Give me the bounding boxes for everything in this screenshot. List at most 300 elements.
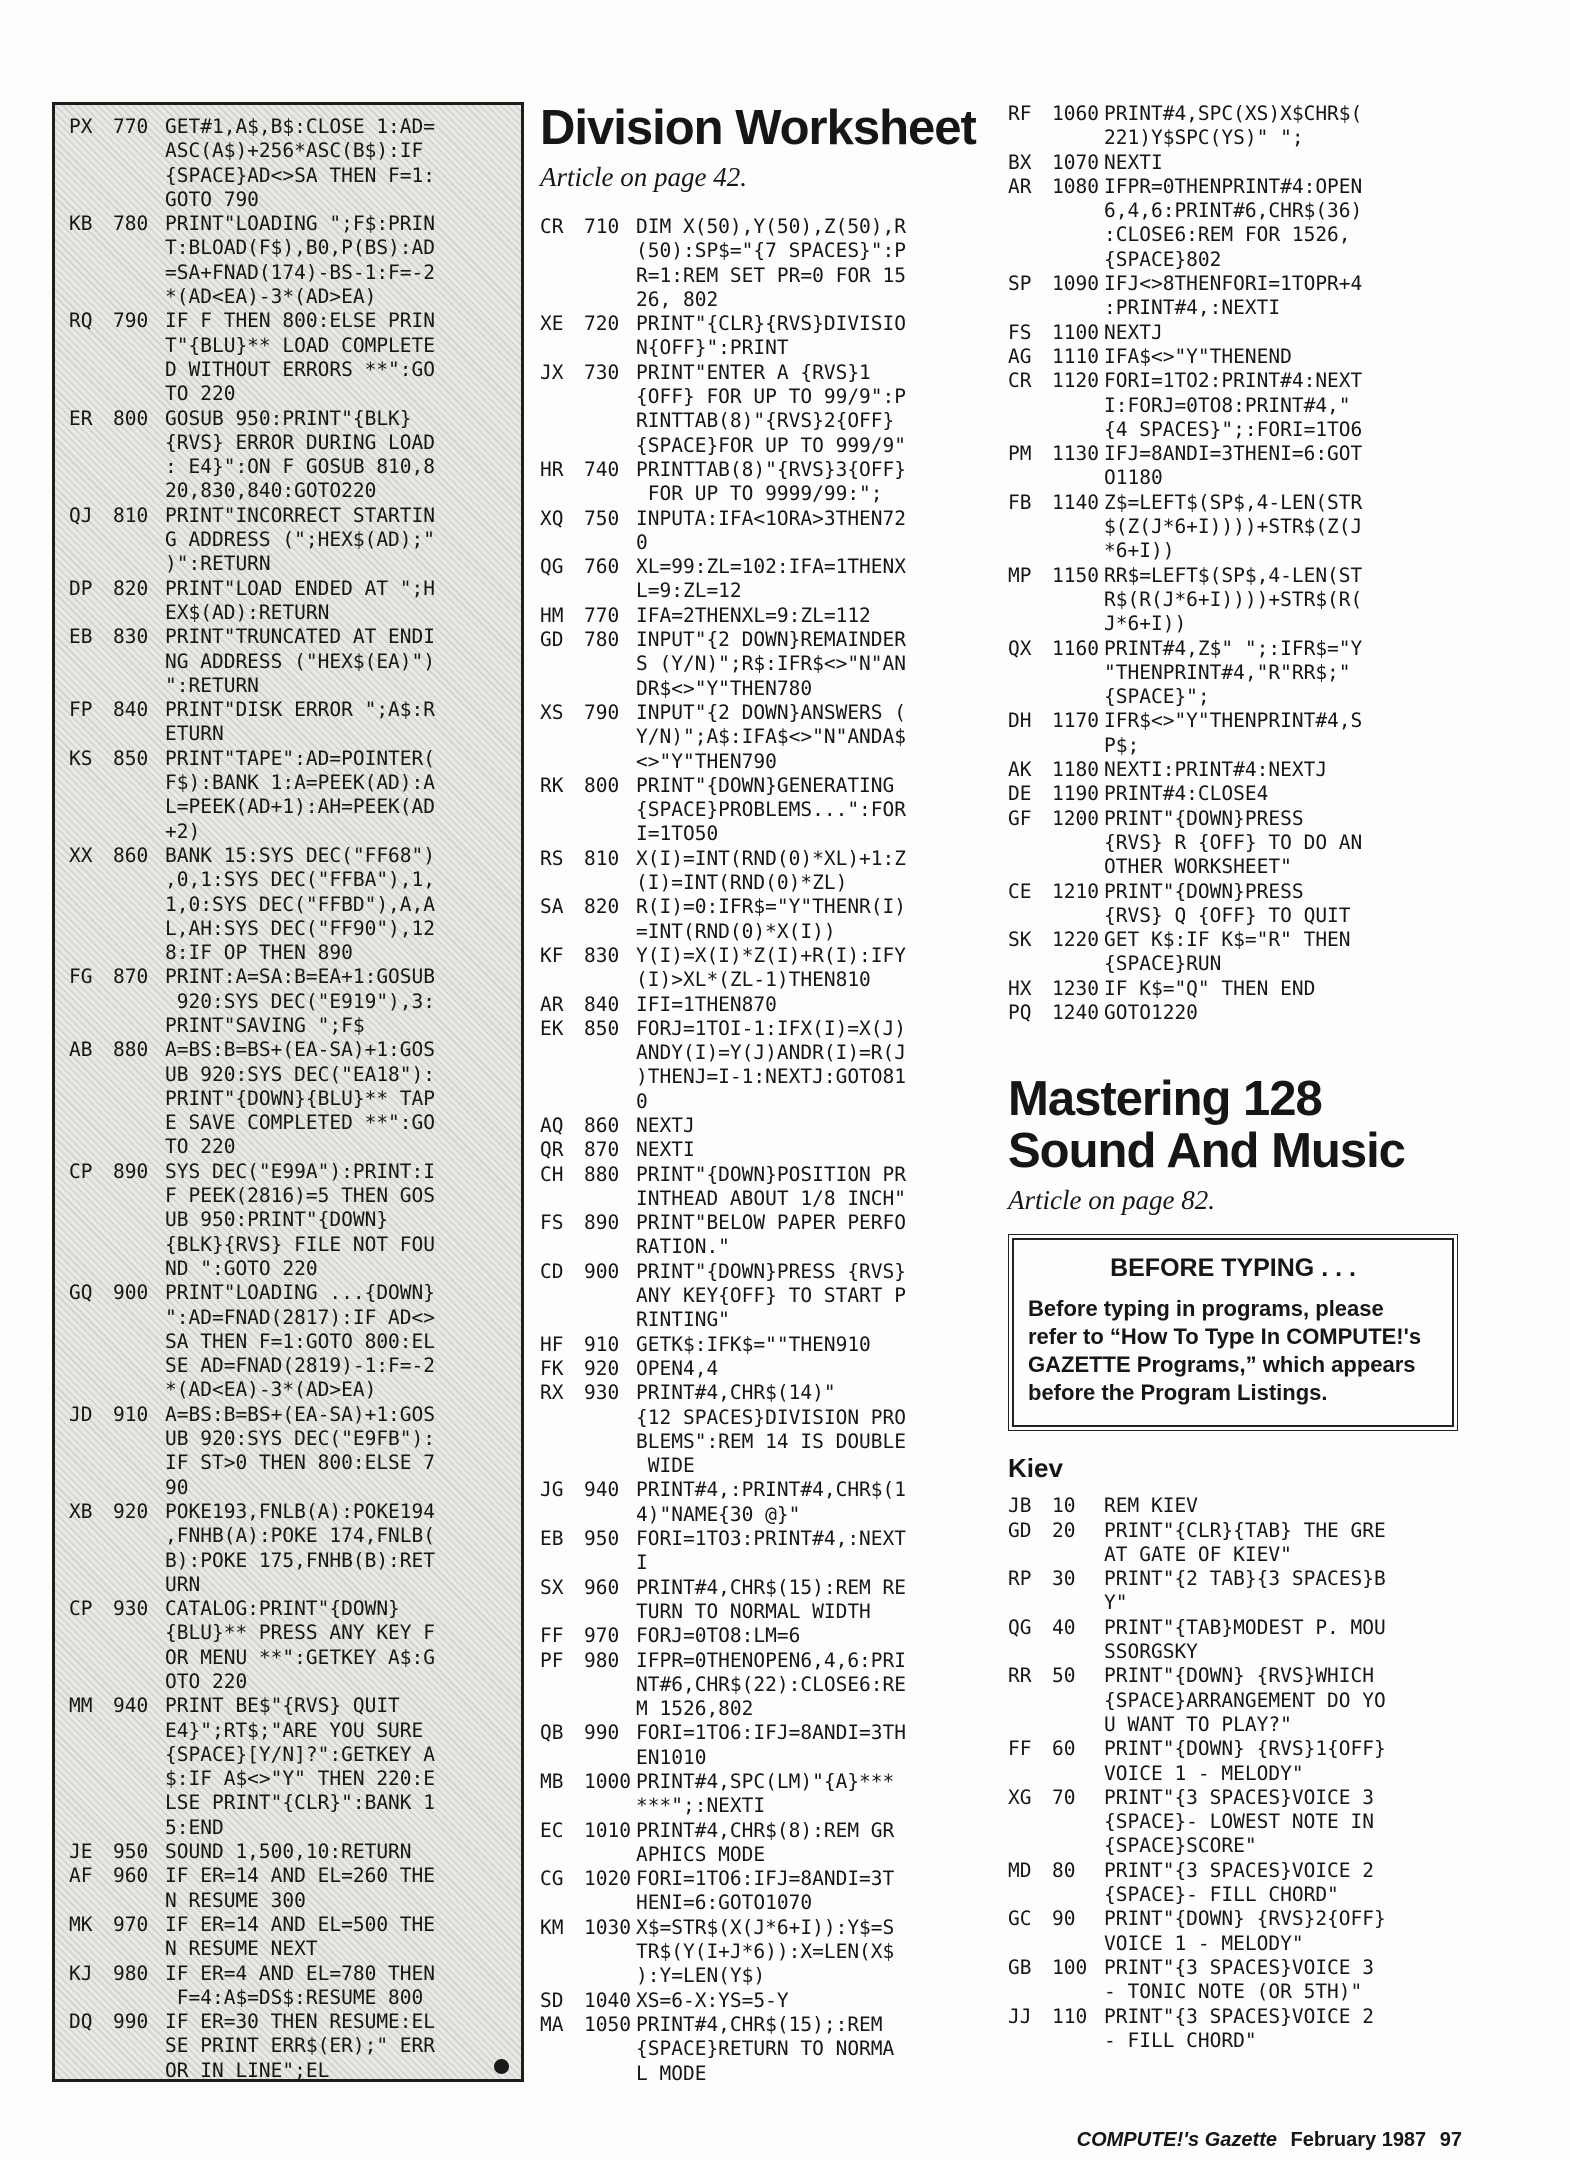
checksum: CE bbox=[1008, 879, 1032, 903]
checksum: XG bbox=[1008, 1785, 1032, 1809]
listing-line-continuation bbox=[540, 871, 980, 895]
column-middle bbox=[540, 102, 980, 2086]
listing-line bbox=[540, 1381, 980, 1405]
listing-line-continuation bbox=[1008, 1640, 1458, 1664]
listing-line bbox=[69, 625, 509, 649]
box-text: Before typing in programs, please refer to “How To Type In COMPUTE!'s GAZETTE Programs,” which appears before the Program Listings. bbox=[1028, 1296, 1422, 1406]
listing-line bbox=[1008, 564, 1458, 588]
code-text: ):Y=LEN(Y$) bbox=[636, 1964, 766, 1988]
listing-line-continuation bbox=[1008, 1713, 1458, 1737]
line-number: 800 bbox=[113, 406, 149, 430]
checksum: RP bbox=[1008, 1567, 1032, 1591]
line-number: 80 bbox=[1052, 1858, 1076, 1882]
checksum: JB bbox=[1008, 1494, 1032, 1518]
line-number: 770 bbox=[584, 603, 620, 627]
checksum: XE bbox=[540, 312, 564, 336]
listing-line-continuation bbox=[540, 1235, 980, 1259]
listing-line-continuation bbox=[69, 868, 509, 892]
line-number: 1180 bbox=[1052, 758, 1099, 782]
line-number: 950 bbox=[584, 1527, 620, 1551]
checksum: SX bbox=[540, 1575, 564, 1599]
code-text: 0 bbox=[636, 1089, 648, 1113]
checksum: AG bbox=[1008, 344, 1032, 368]
listing-line-continuation bbox=[69, 1111, 509, 1135]
code-text: IFJ<>8THENFORI=1TOPR+4 bbox=[1104, 272, 1363, 296]
line-number: 870 bbox=[584, 1138, 620, 1162]
listing-line-continuation bbox=[69, 1451, 509, 1475]
line-number: 850 bbox=[113, 746, 149, 770]
listing-line-continuation bbox=[540, 1065, 980, 1089]
listing-line bbox=[69, 2010, 509, 2034]
listing-line-continuation bbox=[1008, 394, 1458, 418]
code-text: OTO 220 bbox=[165, 1670, 248, 1693]
line-number: 1060 bbox=[1052, 102, 1099, 125]
code-text: PRINT#4:CLOSE4 bbox=[1104, 782, 1269, 806]
checksum: FS bbox=[1008, 320, 1032, 344]
checksum: GF bbox=[1008, 806, 1032, 830]
listing-line-continuation bbox=[1008, 539, 1458, 563]
code-text: T"{BLU}** LOAD COMPLETE bbox=[165, 333, 436, 357]
line-number: 1010 bbox=[584, 1818, 631, 1842]
line-number: 940 bbox=[584, 1478, 620, 1502]
code-text: D WITHOUT ERRORS **":GO bbox=[165, 357, 436, 381]
code-text: IF ER=30 THEN RESUME:EL bbox=[165, 2010, 436, 2034]
code-text: IF ER=14 AND EL=500 THE bbox=[165, 1912, 436, 1936]
code-text: $(Z(J*6+I))))+STR$(Z(J bbox=[1104, 515, 1363, 539]
code-text: {SPACE}FOR UP TO 999/9" bbox=[636, 433, 907, 457]
listing-line bbox=[1008, 1786, 1458, 1810]
code-text: ,FNHB(A):POKE 174,FNLB( bbox=[165, 1524, 436, 1548]
code-text: {RVS} Q {OFF} TO QUIT bbox=[1104, 903, 1351, 927]
listing-line-continuation bbox=[540, 968, 980, 992]
code-text: PRINT"{DOWN}PRESS bbox=[1104, 806, 1304, 830]
code-text: PRINT#4,CHR$(15);:REM bbox=[636, 2012, 883, 2036]
code-text: RR$=LEFT$(SP$,4-LEN(ST bbox=[1104, 563, 1363, 587]
code-text: PRINT#4,Z$" ";:IFR$="Y bbox=[1104, 636, 1363, 660]
before-typing-box bbox=[1012, 1238, 1454, 1427]
listing-line-continuation bbox=[69, 820, 509, 844]
code-text: IF ER=4 AND EL=780 THEN bbox=[165, 1961, 436, 1985]
line-number: 60 bbox=[1052, 1737, 1076, 1761]
code-text: SE AD=FNAD(2819)-1:F=-2 bbox=[165, 1354, 436, 1378]
checksum: AK bbox=[1008, 758, 1032, 782]
code-text: PRINT"{CLR}{RVS}DIVISIO bbox=[636, 312, 907, 336]
line-number: 810 bbox=[113, 503, 149, 527]
line-number: 750 bbox=[584, 506, 620, 530]
end-of-article-icon bbox=[494, 2059, 509, 2074]
checksum: QR bbox=[540, 1138, 564, 1162]
code-text: 20,830,840:GOTO220 bbox=[165, 479, 377, 503]
listing-line-continuation bbox=[69, 1889, 509, 1913]
checksum: BX bbox=[1008, 150, 1032, 174]
code-text: Z$=LEFT$(SP$,4-LEN(STR bbox=[1104, 490, 1363, 514]
listing-line-continuation bbox=[540, 1600, 980, 1624]
listing-line-continuation bbox=[1008, 1834, 1458, 1858]
listing-line bbox=[540, 628, 980, 652]
listing-line-continuation bbox=[540, 798, 980, 822]
code-text: {SPACE}[Y/N]?":GETKEY A bbox=[165, 1742, 436, 1766]
listing-line bbox=[1008, 1664, 1458, 1688]
listing-line bbox=[69, 747, 509, 771]
listing-line bbox=[69, 1840, 509, 1864]
listing-line-continuation bbox=[69, 795, 509, 819]
listing-line bbox=[540, 1138, 980, 1162]
code-text: VOICE 1 - MELODY" bbox=[1104, 1931, 1304, 1955]
checksum: XX bbox=[69, 843, 93, 867]
listing-line bbox=[1008, 928, 1458, 952]
code-text: URN bbox=[165, 1572, 201, 1596]
checksum: HF bbox=[540, 1332, 564, 1356]
program-listing bbox=[69, 115, 509, 2083]
listing-line-continuation bbox=[69, 1549, 509, 1573]
code-text: CATALOG:PRINT"{DOWN} bbox=[165, 1597, 400, 1621]
code-text: L=9:ZL=12 bbox=[636, 579, 742, 603]
listing-line-continuation bbox=[69, 261, 509, 285]
code-text: PRINT"{DOWN} {RVS}2{OFF} bbox=[1104, 1907, 1386, 1931]
line-number: 90 bbox=[1052, 1907, 1076, 1931]
checksum: GC bbox=[1008, 1907, 1032, 1931]
line-number: 1030 bbox=[584, 1915, 631, 1939]
listing-line-continuation bbox=[540, 579, 980, 603]
listing-line-continuation bbox=[69, 139, 509, 163]
listing-line bbox=[540, 774, 980, 798]
code-text: {OFF} FOR UP TO 99/9":P bbox=[636, 385, 907, 409]
checksum: JG bbox=[540, 1478, 564, 1502]
code-text: )THENJ=I-1:NEXTJ:GOTO81 bbox=[636, 1065, 907, 1089]
line-number: 10 bbox=[1052, 1494, 1076, 1518]
checksum: SD bbox=[540, 1988, 564, 2012]
listing-line bbox=[540, 1649, 980, 1673]
listing-line-continuation bbox=[540, 1746, 980, 1770]
code-text: PRINT"LOADING ";F$:PRIN bbox=[165, 212, 436, 236]
code-text: SYS DEC("E99A"):PRINT:I bbox=[165, 1159, 436, 1183]
line-number: 910 bbox=[113, 1402, 149, 1426]
code-text: IFPR=0THENPRINT#4:OPEN bbox=[1104, 174, 1363, 198]
code-text: +2) bbox=[165, 819, 201, 843]
listing-line bbox=[69, 965, 509, 989]
checksum: KM bbox=[540, 1915, 564, 1939]
listing-line-continuation bbox=[540, 1697, 980, 1721]
code-text: {SPACE}- LOWEST NOTE IN bbox=[1104, 1810, 1375, 1834]
listing-line bbox=[69, 1281, 509, 1305]
line-number: 940 bbox=[113, 1694, 149, 1718]
code-text: VOICE 1 - MELODY" bbox=[1104, 1761, 1304, 1785]
checksum: DH bbox=[1008, 709, 1032, 733]
code-text: - FILL CHORD" bbox=[1104, 2028, 1257, 2052]
line-number: 20 bbox=[1052, 1518, 1076, 1542]
listing-line bbox=[69, 1038, 509, 1062]
code-text: PRINT"TAPE":AD=POINTER( bbox=[165, 746, 436, 770]
listing-line-continuation bbox=[69, 893, 509, 917]
listing-line bbox=[540, 1114, 980, 1138]
listing-line bbox=[1008, 1519, 1458, 1543]
listing-line-continuation bbox=[1008, 1883, 1458, 1907]
listing-line-continuation bbox=[1008, 685, 1458, 709]
listing-line bbox=[69, 115, 509, 139]
listing-line-continuation bbox=[1008, 1932, 1458, 1956]
listing-line-continuation bbox=[69, 552, 509, 576]
line-number: 980 bbox=[113, 1961, 149, 1985]
line-number: 100 bbox=[1052, 1955, 1088, 1979]
listing-line-continuation bbox=[540, 1406, 980, 1430]
line-number: 930 bbox=[113, 1597, 149, 1621]
line-number: 920 bbox=[584, 1356, 620, 1380]
listing-line-continuation bbox=[540, 336, 980, 360]
listing-line-continuation bbox=[1008, 661, 1458, 685]
program-listing bbox=[540, 215, 980, 2086]
listing-line-continuation bbox=[1008, 588, 1458, 612]
line-number: 1190 bbox=[1052, 782, 1099, 806]
code-text: ":RETURN bbox=[165, 673, 259, 697]
code-text: IFI=1THEN870 bbox=[636, 992, 777, 1016]
code-text: {4 SPACES}";:FORI=1TO6 bbox=[1104, 417, 1363, 441]
listing-line-continuation bbox=[540, 1503, 980, 1527]
line-number: 760 bbox=[584, 555, 620, 579]
line-number: 1000 bbox=[584, 1770, 631, 1793]
code-text: PRINT"{3 SPACES}VOICE 2 bbox=[1104, 2004, 1375, 2028]
code-text: PRINT"{DOWN}PRESS {RVS} bbox=[636, 1259, 907, 1283]
article-heading bbox=[1008, 1073, 1458, 1177]
code-text: DR$<>"Y"THEN780 bbox=[636, 676, 813, 700]
code-text: I bbox=[636, 1551, 648, 1575]
code-text: PRINTTAB(8)"{RVS}3{OFF} bbox=[636, 457, 907, 481]
code-text: ETURN bbox=[165, 722, 224, 746]
checksum: QX bbox=[1008, 636, 1032, 660]
checksum: JD bbox=[69, 1402, 93, 1426]
line-number: 900 bbox=[113, 1281, 149, 1305]
listing-line-continuation bbox=[540, 1041, 980, 1065]
code-text: ANY KEY{OFF} TO START P bbox=[636, 1284, 907, 1308]
code-text: 90 bbox=[165, 1475, 189, 1499]
listing-line bbox=[69, 1864, 509, 1888]
code-text: G ADDRESS (";HEX$(AD);" bbox=[165, 528, 436, 552]
code-text: INPUTA:IFA<1ORA>3THEN72 bbox=[636, 506, 907, 530]
listing-line bbox=[540, 1867, 980, 1891]
listing-line-continuation bbox=[69, 1208, 509, 1232]
code-text: {RVS} R {OFF} TO DO AN bbox=[1104, 830, 1363, 854]
code-text: T:BLOAD(F$),B0,P(BS):AD bbox=[165, 236, 436, 260]
listing-line bbox=[540, 944, 980, 968]
code-text: UB 950:PRINT"{DOWN} bbox=[165, 1208, 389, 1232]
code-text: {SPACE}ARRANGEMENT DO YO bbox=[1104, 1688, 1386, 1712]
line-number: 720 bbox=[584, 312, 620, 336]
heading-line-2: Sound And Music bbox=[1008, 1124, 1405, 1179]
listing-line bbox=[1008, 2005, 1458, 2029]
code-text: PRINT:A=SA:B=EA+1:GOSUB bbox=[165, 965, 436, 989]
checksum: HX bbox=[1008, 976, 1032, 1000]
checksum: GB bbox=[1008, 1955, 1032, 1979]
checksum: CH bbox=[540, 1162, 564, 1186]
code-text: 920:SYS DEC("E919"),3: bbox=[165, 989, 436, 1013]
checksum: PQ bbox=[1008, 1000, 1032, 1024]
checksum: XB bbox=[69, 1499, 93, 1523]
code-text: INPUT"{2 DOWN}REMAINDER bbox=[636, 628, 907, 652]
code-text: F PEEK(2816)=5 THEN GOS bbox=[165, 1184, 436, 1208]
line-number: 830 bbox=[113, 625, 149, 649]
publication-name: COMPUTE!'s Gazette bbox=[1076, 2129, 1277, 2151]
code-text: (50):SP$="{7 SPACES}":P bbox=[636, 239, 907, 263]
code-text: PRINT"TRUNCATED AT ENDI bbox=[165, 625, 436, 649]
listing-line-continuation bbox=[69, 1257, 509, 1281]
listing-line bbox=[1008, 1956, 1458, 1980]
code-text: NT#6,CHR$(22):CLOSE6:RE bbox=[636, 1672, 907, 1696]
line-number: 40 bbox=[1052, 1615, 1076, 1639]
listing-line-continuation bbox=[1008, 1591, 1458, 1615]
code-text: IF ST>0 THEN 800:ELSE 7 bbox=[165, 1451, 436, 1475]
code-text: PRINT"{3 SPACES}VOICE 2 bbox=[1104, 1858, 1375, 1882]
code-text: FORI=1TO6:IFJ=8ANDI=3T bbox=[636, 1867, 895, 1891]
code-text: IFA=2THENXL=9:ZL=112 bbox=[636, 603, 871, 627]
checksum: RK bbox=[540, 773, 564, 797]
checksum: CR bbox=[540, 215, 564, 238]
listing-line bbox=[1008, 175, 1458, 199]
line-number: 970 bbox=[584, 1624, 620, 1648]
program-title: Kiev bbox=[1008, 1453, 1063, 1484]
listing-line-continuation bbox=[540, 1454, 980, 1478]
code-text: BANK 15:SYS DEC("FF68") bbox=[165, 843, 436, 867]
listing-line-continuation bbox=[1008, 952, 1458, 976]
program-listing bbox=[1008, 1494, 1458, 2053]
listing-line bbox=[1008, 151, 1458, 175]
article-subtitle: Article on page 42. bbox=[540, 162, 747, 192]
checksum: FF bbox=[540, 1624, 564, 1648]
code-text: PRINT"{DOWN}GENERATING bbox=[636, 773, 895, 797]
code-text: X(I)=INT(RND(0)*XL)+1:Z bbox=[636, 846, 907, 870]
listing-line bbox=[1008, 1616, 1458, 1640]
checksum: GD bbox=[1008, 1518, 1032, 1542]
checksum: EK bbox=[540, 1016, 564, 1040]
checksum: CD bbox=[540, 1259, 564, 1283]
listing-line-continuation bbox=[1008, 904, 1458, 928]
listing-line-continuation bbox=[69, 479, 509, 503]
checksum: SP bbox=[1008, 272, 1032, 296]
listing-line-continuation bbox=[1008, 126, 1458, 150]
code-text: U WANT TO PLAY?" bbox=[1104, 1712, 1292, 1736]
code-text: NEXTI bbox=[1104, 150, 1163, 174]
listing-line-continuation bbox=[69, 2059, 509, 2083]
code-text: {SPACE}SCORE" bbox=[1104, 1834, 1257, 1858]
checksum: EB bbox=[540, 1527, 564, 1551]
code-text: UB 920:SYS DEC("E9FB"): bbox=[165, 1427, 436, 1451]
listing-line-continuation bbox=[1008, 296, 1458, 320]
listing-line bbox=[69, 504, 509, 528]
checksum: RQ bbox=[69, 309, 93, 333]
listing-line-continuation bbox=[540, 1308, 980, 1332]
code-text: N{OFF}":PRINT bbox=[636, 336, 789, 360]
checksum: FK bbox=[540, 1356, 564, 1380]
listing-line bbox=[540, 701, 980, 725]
checksum: KJ bbox=[69, 1961, 93, 1985]
code-text: EX$(AD):RETURN bbox=[165, 600, 330, 624]
code-text: POKE193,FNLB(A):POKE194 bbox=[165, 1499, 436, 1523]
listing-line bbox=[540, 1211, 980, 1235]
checksum: MD bbox=[1008, 1858, 1032, 1882]
code-text: IF F THEN 800:ELSE PRIN bbox=[165, 309, 436, 333]
code-text: *(AD<EA)-3*(AD>EA) bbox=[165, 285, 377, 309]
listing-line bbox=[540, 1260, 980, 1284]
line-number: 1130 bbox=[1052, 442, 1099, 466]
listing-line-continuation bbox=[69, 1646, 509, 1670]
line-number: 970 bbox=[113, 1912, 149, 1936]
code-text: ":AD=FNAD(2817):IF AD<> bbox=[165, 1305, 436, 1329]
listing-line bbox=[540, 847, 980, 871]
checksum: RX bbox=[540, 1381, 564, 1405]
listing-line-continuation bbox=[69, 1791, 509, 1815]
listing-line-continuation bbox=[540, 288, 980, 312]
checksum: XS bbox=[540, 700, 564, 724]
code-text: ANDY(I)=Y(J)ANDR(I)=R(J bbox=[636, 1041, 907, 1065]
code-text: Y/N)";A$:IFA$<>"N"ANDA$ bbox=[636, 725, 907, 749]
listing-line-continuation bbox=[69, 1378, 509, 1402]
listing-line-continuation bbox=[540, 1891, 980, 1915]
listing-line-continuation bbox=[540, 531, 980, 555]
code-text: PRINT#4,CHR$(14)" bbox=[636, 1381, 836, 1405]
code-text: GOSUB 950:PRINT"{BLK} bbox=[165, 406, 412, 430]
checksum: RS bbox=[540, 846, 564, 870]
checksum: JE bbox=[69, 1840, 93, 1864]
heading-line-1: Mastering 128 bbox=[1008, 1072, 1322, 1127]
code-text: IFJ=8ANDI=3THENI=6:GOT bbox=[1104, 442, 1363, 466]
listing-line-continuation bbox=[69, 1063, 509, 1087]
code-text: IF K$="Q" THEN END bbox=[1104, 976, 1316, 1000]
listing-line-continuation bbox=[540, 1090, 980, 1114]
article-mastering-128 bbox=[1008, 1073, 1458, 2053]
checksum: SA bbox=[540, 895, 564, 919]
code-text: ASC(A$)+256*ASC(B$):IF bbox=[165, 139, 424, 163]
listing-line-continuation bbox=[1008, 199, 1458, 223]
listing-line bbox=[1008, 1907, 1458, 1931]
listing-line-continuation bbox=[69, 1014, 509, 1038]
listing-line-continuation bbox=[69, 1670, 509, 1694]
line-number: 1040 bbox=[584, 1988, 631, 2012]
checksum: CP bbox=[69, 1597, 93, 1621]
code-text: BLEMS":REM 14 IS DOUBLE bbox=[636, 1429, 907, 1453]
line-number: 990 bbox=[113, 2010, 149, 2034]
code-text: 6,4,6:PRINT#6,CHR$(36) bbox=[1104, 199, 1363, 223]
listing-line bbox=[540, 604, 980, 628]
listing-line-continuation bbox=[69, 1573, 509, 1597]
code-text: S (Y/N)";R$:IFR$<>"N"AN bbox=[636, 652, 907, 676]
code-text: IFPR=0THENOPEN6,4,6:PRI bbox=[636, 1648, 907, 1672]
listing-line bbox=[1008, 1001, 1458, 1025]
listing-line-continuation bbox=[540, 677, 980, 701]
code-text: PRINT"{DOWN} {RVS}WHICH bbox=[1104, 1664, 1375, 1688]
listing-line-continuation bbox=[69, 1427, 509, 1451]
code-text: PRINT"{DOWN}{BLU}** TAP bbox=[165, 1086, 436, 1110]
code-text: ,0,1:SYS DEC("FFBA"),1, bbox=[165, 868, 436, 892]
line-number: 1170 bbox=[1052, 709, 1099, 733]
code-text: N RESUME 300 bbox=[165, 1888, 306, 1912]
line-number: 850 bbox=[584, 1016, 620, 1040]
code-text: E SAVE COMPLETED **":GO bbox=[165, 1111, 436, 1135]
checksum: KF bbox=[540, 943, 564, 967]
listing-line-continuation bbox=[69, 771, 509, 795]
article-subtitle: Article on page 82. bbox=[1008, 1185, 1215, 1216]
line-number: 830 bbox=[584, 943, 620, 967]
listing-line-continuation bbox=[69, 1306, 509, 1330]
checksum: HR bbox=[540, 457, 564, 481]
code-text: F$):BANK 1:A=PEEK(AD):A bbox=[165, 771, 436, 795]
listing-line-continuation bbox=[69, 1743, 509, 1767]
listing-line bbox=[69, 1160, 509, 1184]
code-text: IFA$<>"Y"THENEND bbox=[1104, 344, 1292, 368]
code-text: R=1:REM SET PR=0 FOR 15 bbox=[636, 263, 907, 287]
code-text: 4)"NAME{30 @}" bbox=[636, 1502, 801, 1526]
listing-line-continuation bbox=[69, 1354, 509, 1378]
listing-line-continuation bbox=[540, 264, 980, 288]
code-text: (I)>XL*(ZL-1)THEN810 bbox=[636, 968, 871, 992]
code-text: R$(R(J*6+I))))+STR$(R( bbox=[1104, 587, 1363, 611]
